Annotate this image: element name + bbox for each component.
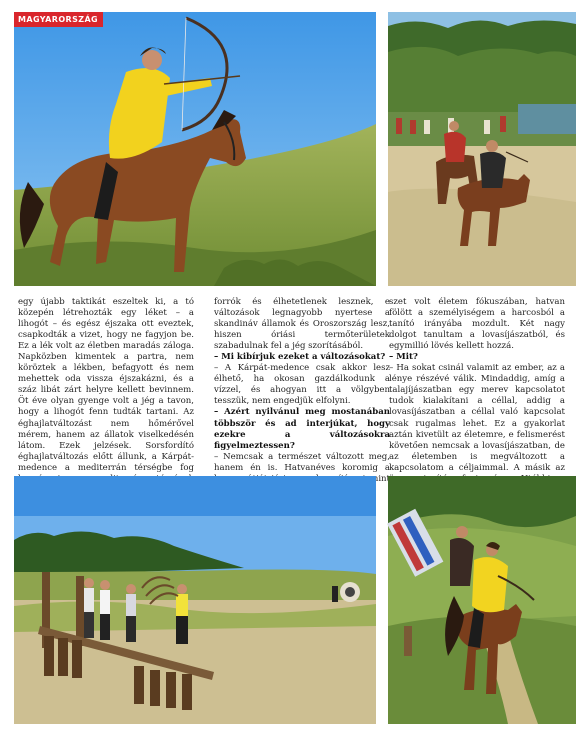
photo-two-riders — [388, 12, 576, 286]
interview-question: – Mit? — [389, 352, 418, 363]
interview-question: – Azért nyilvánul meg mostanában többször és ad interjúkat, hogy ezekre a változásokra figyelmeztessen? — [214, 407, 390, 451]
article-paragraph: forrók és élhetetlenek lesznek, e változások legnagyobb nyertese a skandináv államok és Oroszország lesz, hiszen óriási termőterületek szabadulnak fel a jég szorításából. — [214, 297, 390, 352]
article-column-2 — [214, 297, 390, 484]
photo-horse-archer-yellow — [14, 12, 376, 286]
page-margin — [0, 728, 576, 740]
article-paragraph: – A Kárpát-medence csak akkor lesz élhető, ha okosan gazdálkodunk a vízzel, és ahogyan itt a völgyben tesszük, nem engedjük elfolyni. — [214, 363, 390, 407]
interview-question: – Mi kibírjuk ezeket a változásokat? — [214, 352, 386, 363]
article-paragraph: – Nemcsak a természet változott meg, hanem én is. Hatvanéves koromig a mint — [214, 451, 390, 484]
article-column-3 — [389, 297, 565, 473]
article-paragraph: – Ha sokat csinál valamit az ember, az a lénye részévé válik. Mindaddig, amíg a talajíjászatban egy merev kapcsolatot tudok kialakítani a céllal, addig a lovasíjászatban a céllal való kapcsolat csak rugalmas lehet. Ez a gyakorlat aztán kivetült az életemre, e felismerést követően nemcsak a lovasíjászatban, de az életemben is megváltozott a kapcsolatom a céljaimmal. A másik az — [389, 363, 565, 473]
article-column-1 — [18, 297, 194, 473]
article-paragraph: egy újabb taktikát eszeltek ki, a tó közepén létrehozták egy léket – a lihogót – és egész éjszaka ott eveztek, csapkodták a vizet, hogy ne fagyjon be. Ez a lék volt az életben maradás záloga. Napközben kimentek a partra, nem köröztek a lékben, befagyott és nem mehettek oda vissza éjszakázni, és a száz libát zárt helyre kellett bevinnem. Öt éve olyan gyenge volt a jég a tavon, hogy a lihogót fenn tudták tartani. Az éghajlatváltozást nem hőmérővel mérem, hanem az állatok viselkedésén látom. Ezek jelzések. Sorsfordító éghajlatváltozás előtt állunk, a Kárpát-medence a mediterrán térségbe fog — [18, 297, 194, 473]
photo-archery-range — [14, 476, 376, 724]
section-label: MAGYARORSZÁG — [14, 12, 103, 27]
article-paragraph: szet volt életem fókuszában, hatvan fölött a személyiségem a harcosból a tanító irányába mozdult. Két nagy dolgot tanultam a lovasíjászatból, és egymillió lövés kellett hozzá. — [389, 297, 565, 352]
photo-rider-with-target — [388, 476, 576, 724]
